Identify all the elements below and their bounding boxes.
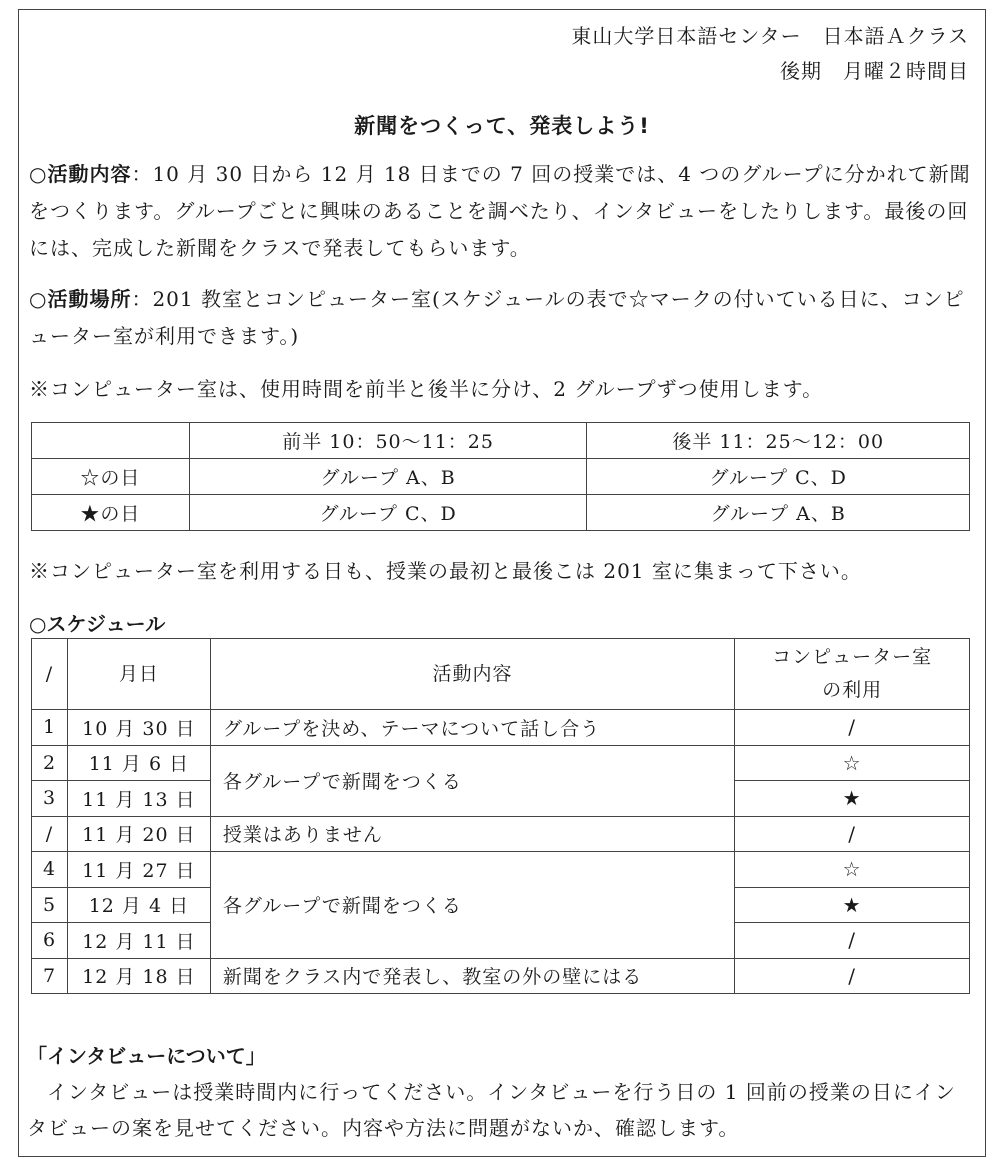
schedule-date: 12 月 11 日	[67, 923, 210, 959]
table-cell: グループ C、D	[587, 459, 970, 495]
computer-room-table	[31, 422, 970, 531]
schedule-room: /	[735, 958, 970, 994]
schedule-num: 6	[32, 923, 68, 959]
schedule-date: 11 月 6 日	[67, 745, 210, 781]
schedule-room: /	[735, 923, 970, 959]
schedule-room: ☆	[735, 745, 970, 781]
schedule-row	[32, 710, 970, 746]
schedule-content: 授業はありません	[210, 816, 734, 852]
schedule-date: 10 月 30 日	[67, 710, 210, 746]
schedule-room: ☆	[735, 852, 970, 888]
schedule-content: グループを決め、テーマについて話し合う	[210, 710, 734, 746]
table-row	[32, 495, 970, 531]
schedule-content: 各グループで新聞をつくる	[210, 745, 734, 816]
assembly-note: ※コンピューター室を利用する日も、授業の最初と最後こは 201 室に集まって下さい。	[29, 559, 862, 583]
interview-title: 「インタビューについて」	[27, 1044, 266, 1068]
schedule-content: 新聞をクラス内で発表し、教室の外の壁にはる	[210, 958, 734, 994]
table-cell: グループ A、B	[189, 459, 587, 495]
table-header-cell: 後半 11：25〜12：00	[587, 423, 970, 459]
schedule-room: ★	[735, 781, 970, 817]
schedule-header-num: /	[32, 639, 68, 710]
table-cell: ★の日	[32, 495, 190, 531]
header-course-name: 東山大学日本語センター 日本語Ａクラス	[571, 24, 969, 48]
schedule-date: 12 月 4 日	[67, 887, 210, 923]
place-text: ：201 教室とコンピューター室(スケジュールの表で☆マークの付いている日に、コンピューター室が利用できます。)	[29, 287, 965, 348]
schedule-num: 2	[32, 745, 68, 781]
schedule-header-content: 活動内容	[210, 639, 734, 710]
schedule-row	[32, 816, 970, 852]
table-row	[32, 459, 970, 495]
activity-label: ○活動内容	[29, 162, 132, 186]
schedule-date: 11 月 13 日	[67, 781, 210, 817]
schedule-room: /	[735, 710, 970, 746]
schedule-header-date: 月日	[67, 639, 210, 710]
schedule-row	[32, 745, 970, 781]
schedule-header-room-line1: コンピューター室	[772, 646, 933, 668]
schedule-title: ○スケジュール	[29, 612, 166, 636]
schedule-num: 7	[32, 958, 68, 994]
table-header-cell	[32, 423, 190, 459]
schedule-num: 1	[32, 710, 68, 746]
schedule-content: 各グループで新聞をつくる	[210, 852, 734, 959]
activity-paragraph	[29, 156, 974, 267]
table-header-row	[32, 423, 970, 459]
schedule-header-room-line2: の利用	[822, 679, 883, 701]
table-cell: グループ A、B	[587, 495, 970, 531]
schedule-date: 11 月 20 日	[67, 816, 210, 852]
table-cell: ☆の日	[32, 459, 190, 495]
schedule-num: 5	[32, 887, 68, 923]
schedule-date: 12 月 18 日	[67, 958, 210, 994]
schedule-header-row	[32, 639, 970, 710]
schedule-row	[32, 958, 970, 994]
schedule-table	[31, 638, 970, 994]
schedule-num: 3	[32, 781, 68, 817]
activity-text: ：10 月 30 日から 12 月 18 日までの 7 回の授業では、4 つのグループに分かれて新聞をつくります。グループごとに興味のあることを調べたり、インタビューをしたりします。最後の回には、完成した新聞をクラスで発表してもらいます。	[29, 162, 971, 260]
schedule-header-room	[735, 639, 970, 710]
page-title: 新聞をつくって、発表しよう!	[354, 114, 650, 138]
schedule-date: 11 月 27 日	[67, 852, 210, 888]
interview-body: インタビューは授業時間内に行ってください。インタビューを行う日の 1 回前の授業の日にインタビューの案を見せてください。内容や方法に問題がないか、確認します。	[27, 1080, 956, 1140]
schedule-room: ★	[735, 887, 970, 923]
place-label: ○活動場所	[29, 287, 132, 311]
document-page	[18, 9, 986, 1157]
schedule-num: /	[32, 816, 68, 852]
schedule-row	[32, 852, 970, 888]
place-paragraph	[29, 281, 974, 355]
schedule-num: 4	[32, 852, 68, 888]
table-header-cell: 前半 10：50〜11：25	[189, 423, 587, 459]
header-schedule-time: 後期 月曜２時間目	[780, 59, 969, 83]
table-cell: グループ C、D	[189, 495, 587, 531]
computer-room-note: ※コンピューター室は、使用時間を前半と後半に分け、2 グループずつ使用します。	[29, 377, 824, 401]
schedule-room: /	[735, 816, 970, 852]
